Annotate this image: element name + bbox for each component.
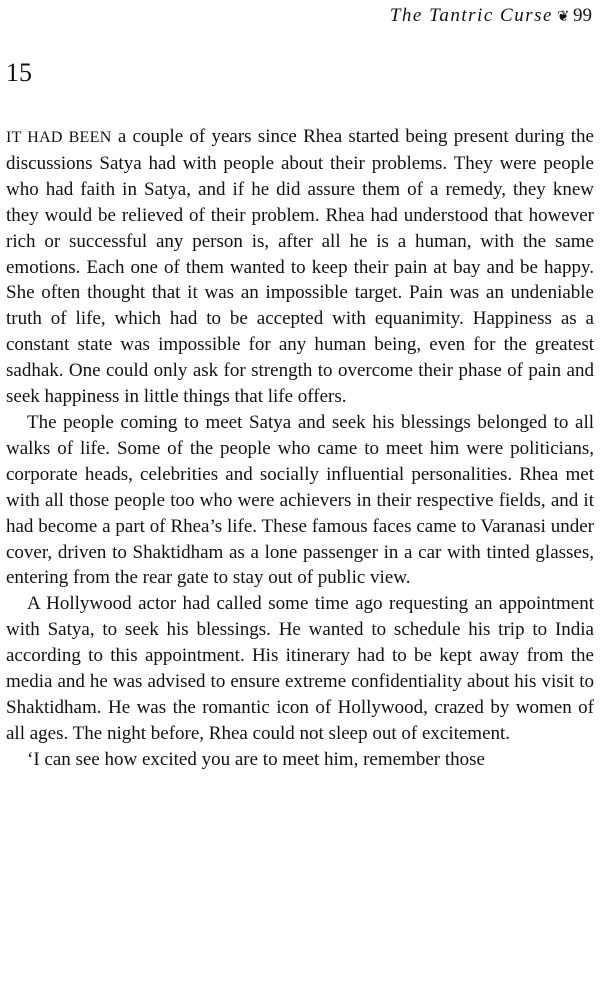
paragraph-4: ‘I can see how excited you are to meet him, remember those	[27, 748, 485, 770]
paragraph-text: a couple of years since Rhea started being present during the discussions Satya had with people about their problems. They were people who had faith in Satya, and if he did assure them of a remedy, they knew they would be relieved of their problem. Rhea had understood that however rich or successful any person is, after all he is a human, with the same emotions. Each one of them wanted to keep their pain at bay and be happy. She often thought that it was an impossible target. Pain was an undeniable truth of life, which had to be accepted with equanimity. Happiness as a constant state was impossible for any human being, even for the greatest sadhak. One could only ask for strength to overcome their phase of pain and seek happiness in little things that life offers.	[6, 126, 594, 408]
running-header	[390, 5, 592, 27]
fleuron-ornament-icon: ❦	[556, 9, 571, 25]
chapter-body	[6, 124, 594, 773]
page-number: 99	[573, 5, 592, 26]
opening-small-caps: IT HAD BEEN	[6, 129, 112, 146]
paragraph-3: A Hollywood actor had called some time ago requesting an appointment with Satya, to seek his blessings. He wanted to schedule his trip to India according to this appointment. His itinerary had to be kept away from the media and he was advised to ensure extreme confidentiality about his visit to Shaktidham. He was the romantic icon of Hollywood, crazed by women of all ages. The night before, Rhea could not sleep out of excitement.	[6, 593, 594, 744]
paragraph-2: The people coming to meet Satya and seek his blessings belonged to all walks of life. Some of the people who came to meet him were politicians, corporate heads, celebrities and socially influential personalities. Rhea met with all those people too who were achievers in their respective fields, and it had become a part of Rhea’s life. These famous faces came to Varanasi under cover, driven to Shaktidham as a lone passenger in a car with tinted glasses, entering from the rear gate to stay out of public view.	[6, 411, 594, 589]
running-title: The Tantric Curse	[389, 5, 553, 26]
chapter-number: 15	[6, 58, 32, 87]
paragraph-1	[6, 124, 594, 410]
